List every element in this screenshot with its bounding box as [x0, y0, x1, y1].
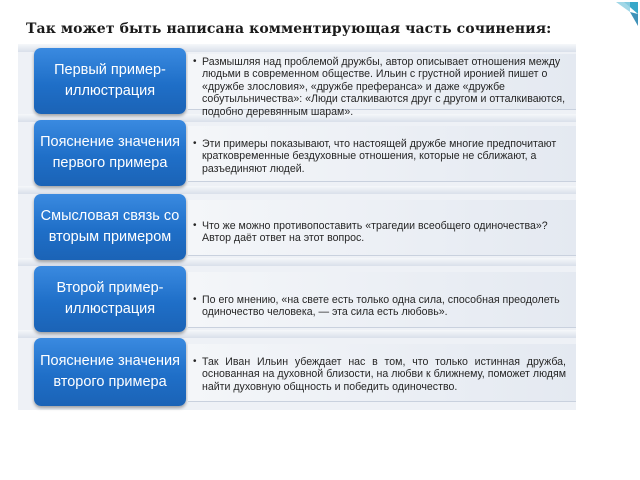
structure-diagram	[18, 44, 576, 410]
bullet-icon: •	[193, 356, 197, 367]
diagram-row-first-example	[18, 48, 576, 118]
row-text	[193, 138, 566, 175]
separator-band	[18, 186, 576, 194]
row-text-content: Так Иван Ильин убеждает нас в том, что только истинная дружба, основанная на духовной близости, на любви к ближнему, поможет людям найти духовную общность и победить одиночество.	[202, 356, 566, 393]
text-panel	[188, 126, 576, 182]
label-first-example: Первый пример- иллюстрация	[34, 48, 186, 114]
label-first-explanation: Пояснение значения первого примера	[34, 120, 186, 186]
row-text-content: По его мнению, «на свете есть только одна сила, способная преодолеть одиночество человека, — эта сила есть любовь».	[202, 294, 560, 319]
text-panel	[188, 54, 576, 118]
diagram-row-connection	[18, 194, 576, 260]
diagram-row-second-example	[18, 266, 576, 332]
bullet-icon: •	[193, 294, 197, 305]
text-panel	[188, 200, 576, 256]
diagram-row-first-explanation	[18, 120, 576, 186]
row-text	[193, 56, 566, 118]
bullet-icon: •	[193, 138, 197, 149]
text-panel	[188, 272, 576, 328]
row-text-content: Размышляя над проблемой дружбы, автор описывает отношения между людьми в современном обществе. Ильин с грустной иронией пишет о «дружбе злословия», «дружбе преферанса» и даже «дружбе собутыльничества»: «Люди сталкиваются друг с другом и отталкиваются, подобно деревянным шарам».	[202, 56, 566, 118]
row-text	[193, 294, 566, 319]
label-second-example: Второй пример- иллюстрация	[34, 266, 186, 332]
row-text	[193, 356, 566, 393]
slide-title: Так может быть написана комментирующая часть сочинения:	[26, 21, 552, 37]
label-second-explanation: Пояснение значения второго примера	[34, 338, 186, 406]
bullet-icon: •	[193, 56, 197, 67]
label-connection: Смысловая связь со вторым примером	[34, 194, 186, 260]
bullet-icon: •	[193, 220, 197, 231]
row-text-content: Эти примеры показывают, что настоящей дружбе многие предпочитают кратковременные бездуховные отношения, которые не сближают, а разъединяют людей.	[202, 138, 557, 175]
row-text-content: Что же можно противопоставить «трагедии всеобщего одиночества»? Автор даёт ответ на этот вопрос.	[202, 220, 548, 245]
diagram-row-second-explanation	[18, 338, 576, 406]
text-panel	[188, 344, 576, 402]
row-text	[193, 220, 566, 245]
